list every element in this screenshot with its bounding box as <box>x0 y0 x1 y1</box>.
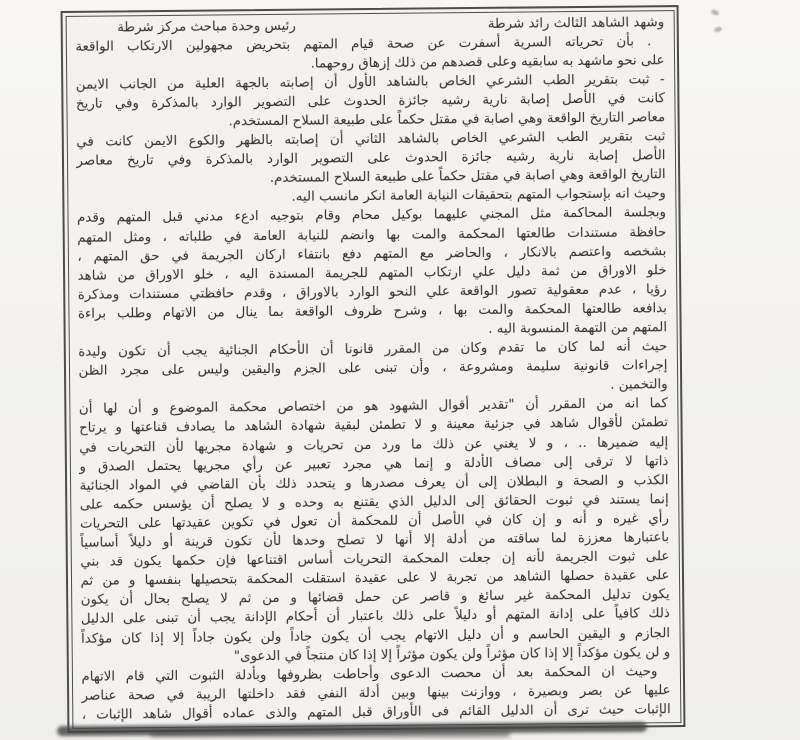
text-line: . بأن تحرياته السرية أسفرت عن صحة قيام المتهم بتحريض مجهولين الارتكاب الواقعة <box>75 33 652 55</box>
document-text-area <box>65 10 681 729</box>
scan-smudge-bottom-secondary <box>150 731 510 737</box>
text-line: تطمئن لأقوال شاهد في جزئية معينة و لا تطمئن لبقية شهادة الشاهد ما يصادف قناعتها و يرتاح <box>78 415 669 437</box>
text-line: وحيث ان المحكمة بعد أن محصت الدعوى وأحاطت بظروفها وبأدلة الثبوت التي قام الاتهام <box>81 663 658 685</box>
text-line: على نحو ماشهد به سابقيه وعلى قصدهم من ذلك إزهاق روحهما. <box>310 52 665 72</box>
text-line: معاصر التاريخ الواقعة وهي اصابة في مقتل حكماً على طبيعة السلاح المستخدم. <box>228 110 666 130</box>
text-line: على ثبوت الجريمة لأنه إن جعلت المحكمة التحريات أساس اقتناعها فإن حكمها يكون قد بني <box>80 549 670 570</box>
text-line: ذلك كافياً على إدانة المتهم أو دليلاً على ذلك باعتبار أن أحكام الإدانة يجب أن تبنى على الدليل <box>80 606 670 628</box>
text-line: رأي غيره و أنه و إن كان في الأصل أن للمحكمة أن تعول في تكوين عقيدتها على التحريات <box>79 511 670 532</box>
text-line: وحيث انه بإستجواب المتهم بتحقيقات النيابة العامة انكر مانسب اليه. <box>291 186 666 206</box>
text-line: إنما يستند في ثبوت الحقائق إلى الدليل الذي يقتنع به وحده و لا يصلح أن يؤسس حكمه على <box>79 492 669 513</box>
text-line: على عقيدة حصلها الشاهد من تجربة لا على عقيدة استقلت المحكمة بتحصيلها بنفسها و من ثم <box>80 568 670 590</box>
text-line: الجازم و اليقين الحاسم و أن دليل الاتهام يجب أن يكون جاداً ولن يكون جاداً إلا إذا كان مؤكداً <box>81 625 671 647</box>
text-line: والتخمين . <box>610 377 668 394</box>
body-text-lines <box>75 32 671 725</box>
scan-speck <box>713 26 722 33</box>
text-line: إجراءات قانونية سليمة ومشروعة ، وأن تبنى على الجزم واليقين وليس على مجرد الظن <box>78 358 668 380</box>
text-line: ذاتها لا ترقى إلى مصاف الأدلة و إنما هي مجرد تعبير عن رأي مجريها يحتمل الصدق و <box>79 453 669 475</box>
text-line: التاريخ الواقعة وهي اصابة في مقتل حكماً على طبيعة السلاح المستخدم. <box>269 167 666 187</box>
text-line: - ثبت بتقرير الطب الشرعي الخاص بالشاهد الأول أن إصابته بالجهة العلية من الجانب الايمن <box>75 71 665 93</box>
text-line: و لن يكون مؤكداً إلا إذا كان مؤثراً ولن يكون مؤثراً إلا إذا كان منتجاً في الدعوى" <box>233 644 671 664</box>
text-line: الإثبات حيث ترى أن الدليل القائم فى الأوراق قبل المتهم والذى عماده أقوال شاهد الإثبات ، <box>81 702 671 723</box>
text-line: كانت في الأصل إصابة نارية رشيه جائزة الحدوث على التصوير الوارد بالمذكرة وفي تاريخ <box>75 91 665 112</box>
text-line: وبجلسة المحاكمة مثل المجني عليهما بوكيل محام وقام بتوجيه ادعء مدني قبل المتهم وقدم <box>76 205 667 227</box>
text-line: حيث أنه لما كان ما تقدم وكان من المقرر قانونا أن الأحكام الجنائية يجب أن تكون وليدة <box>78 339 668 360</box>
text-line: إليه ضميرها .. ، و لا يغني عن ذلك ما ورد من تحريات و شهادة مجريها لأن التحريات في <box>79 434 669 456</box>
text-line: خلو الاوراق من ثمة دليل علي ارتكاب المتهم للجريمة المسندة اليه ، خلو الاوراق من شاهد <box>77 262 667 284</box>
text-line: بشخصه واعتصم بالانكار ، والحاضر مع المتهم دفع بانتفاء اركان الجريمة في حق المتهم ، <box>77 243 667 265</box>
scan-speck <box>710 9 719 17</box>
text-line: المتهم من التهمة المنسوبة اليه . <box>488 320 668 337</box>
text-line: بدافعه طالعتها المحكمة والمت بها ، وشرح ظروف الواقعة بما ينال من الاتهام وطلب براءة <box>77 301 668 322</box>
text-line: يكون تدليل المحكمة غير سائغ و قاصر عن حمل قضائها و من ثم لا يصلح بحال أن يكون <box>80 587 670 609</box>
document-border-frame <box>61 5 686 733</box>
text-line: باعتبارها معززة لما ساقته من أدلة إلا أنها لا تصلح وحدها لأن تكون قرينة أو دليلاً أساسياً <box>80 530 670 551</box>
text-line: كما انه من المقرر أن "تقدير أقوال الشهود هو من اختصاص محكمة الموضوع و أن لها أن <box>78 396 668 418</box>
witness-intro-text: وشهد الشاهد الثالث رائد شرطة <box>487 14 665 32</box>
text-line: ثبت بتقرير الطب الشرعي الخاص بالشاهد الثاني أن إصابته بالظهر والكوع الايمن كانت في <box>76 129 666 150</box>
text-line: رؤيا ، عدم معقولية تصور الواقعة علي النحو الوارد بالاوراق ، وقدم حافظتي مستندات ومذكرة <box>77 281 667 303</box>
witness-rank-text: رئيس وحدة مباحث مركز شرطة <box>117 18 296 35</box>
text-line: حافظة مستندات طالعتها المحكمة والمت بها وانضم للنيابة العامة في طلباته ، ومثل المتهم <box>77 224 667 246</box>
text-line: الأصل إصابة نارية رشيه جائزة الحدوث على التصوير الوارد بالمذكرة وفي تاريخ معاصر <box>76 148 666 169</box>
text-line: عليها عن بصر وبصيرة ، ووازنت بينها وبين أدلة النفي فقد داخلتها الريبة في صحة عناصر <box>81 682 671 704</box>
text-line: الكذب و الصحة و البطلان إلى أن يعرف مصدرها و يتحدد ذلك بأن القاضي في المواد الجنائية <box>79 472 669 494</box>
